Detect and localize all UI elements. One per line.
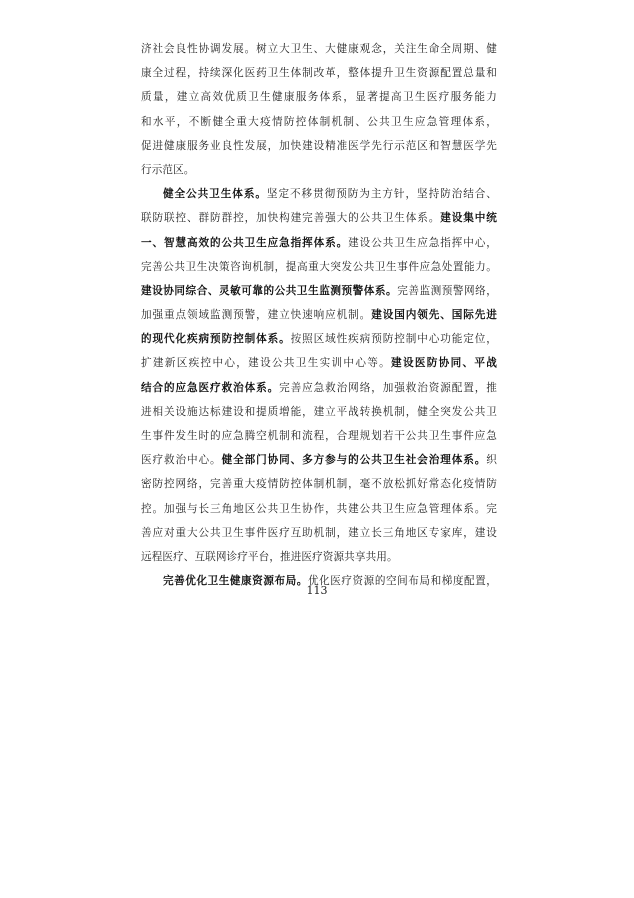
text-segment: 织: [486, 454, 497, 467]
text-line: [141, 158, 497, 182]
text-line: [141, 545, 497, 569]
text-segment: 医疗救治中心。: [141, 454, 222, 467]
body-text: [141, 37, 497, 593]
bold-heading-text: 建设医防协同、平战: [391, 357, 497, 370]
text-line: [141, 231, 497, 255]
bold-heading-text: 结合的应急医疗救治体系。: [141, 381, 280, 394]
text-line: [141, 206, 497, 230]
text-line: [141, 110, 497, 134]
text-segment: 坚定不移贯彻预防为主方针，坚持防治结合、: [266, 188, 497, 201]
text-line: [141, 182, 497, 206]
text-segment: 扩建新区疾控中心，建设公共卫生实训中心等。: [141, 357, 392, 370]
text-segment: 质量，建立高效优质卫生健康服务体系，显著提高卫生医疗服务能力: [141, 91, 497, 104]
text-segment: 优化医疗资源的空间布局和梯度配置，: [307, 575, 497, 588]
text-line: [141, 351, 497, 375]
text-segment: 完善应急救治网络，加强救治资源配置，推: [279, 381, 497, 394]
text-segment: 完善监测预警网络，: [397, 284, 497, 297]
text-segment: 控。加强与长三角地区公共卫生协作，共建公共卫生应急管理体系。完: [141, 502, 497, 515]
text-segment: 促进健康服务业良性发展，加快建设精准医学先行示范区和智慧医学先: [141, 139, 497, 152]
text-segment: 加强重点领域监测预警，建立快速响应机制。: [141, 309, 372, 322]
text-segment: 完善公共卫生决策咨询机制，提高重大突发公共卫生事件应急处置能力。: [141, 260, 497, 273]
text-segment: 康全过程，持续深化医药卫生体制改革，整体提升卫生资源配置总量和: [141, 67, 497, 80]
text-line: [141, 303, 497, 327]
text-line: [141, 497, 497, 521]
text-segment: 联防联控、群防群控，加快构建完善强大的公共卫生体系。: [141, 212, 441, 225]
text-line: [141, 134, 497, 158]
text-line: [141, 400, 497, 424]
text-line: [141, 279, 497, 303]
bold-heading-text: 建设国内领先、国际先进: [371, 309, 497, 322]
text-line: [141, 376, 497, 400]
text-segment: 密防控网络，完善重大疫情防控体制机制，毫不放松抓好常态化疫情防: [141, 478, 497, 491]
bold-heading-text: 健全部门协同、多方参与的公共卫生社会治理体系。: [221, 454, 487, 467]
bold-heading-text: 的现代化疾病预防控制体系。: [141, 333, 291, 346]
text-segment: 生事件发生时的应急腾空机制和流程，合理规划若干公共卫生事件应急: [141, 430, 497, 442]
bold-heading-text: 建设集中统: [440, 212, 497, 225]
bold-heading-text: 建设协同综合、灵敏可靠的公共卫生监测预警体系。: [141, 284, 398, 297]
bold-heading-text: 完善优化卫生健康资源布局。: [163, 575, 308, 588]
text-segment: 和水平，不断健全重大疫情防控体制机制、公共卫生应急管理体系，: [141, 115, 497, 128]
text-line: [141, 521, 497, 545]
text-line: [141, 424, 497, 448]
bold-heading-text: 健全公共卫生体系。: [163, 188, 267, 201]
text-segment: 远程医疗、互联网诊疗平台，推进医疗资源共享共用。: [141, 550, 398, 563]
text-segment: 善应对重大公共卫生事件医疗互助机制，建立长三角地区专家库，建设: [141, 526, 497, 539]
text-line: [141, 472, 497, 496]
text-line: [141, 37, 497, 61]
text-segment: 进相关设施达标建设和提质增能，建立平战转换机制，健全突发公共卫: [141, 405, 497, 418]
text-line: [141, 255, 497, 279]
text-line: [141, 85, 497, 109]
text-segment: 建设公共卫生应急指挥中心，: [348, 236, 497, 249]
text-line: [141, 448, 497, 472]
text-line: [141, 61, 497, 85]
text-segment: 行示范区。: [141, 163, 195, 176]
page-number: 113: [306, 584, 328, 597]
bold-heading-text: 一、智慧高效的公共卫生应急指挥体系。: [141, 236, 349, 249]
text-line: [141, 327, 497, 351]
text-segment: 按照区域性疾病预防控制中心功能定位，: [290, 333, 497, 346]
text-segment: 济社会良性协调发展。树立大卫生、大健康观念，关注生命全周期、健: [141, 43, 497, 55]
